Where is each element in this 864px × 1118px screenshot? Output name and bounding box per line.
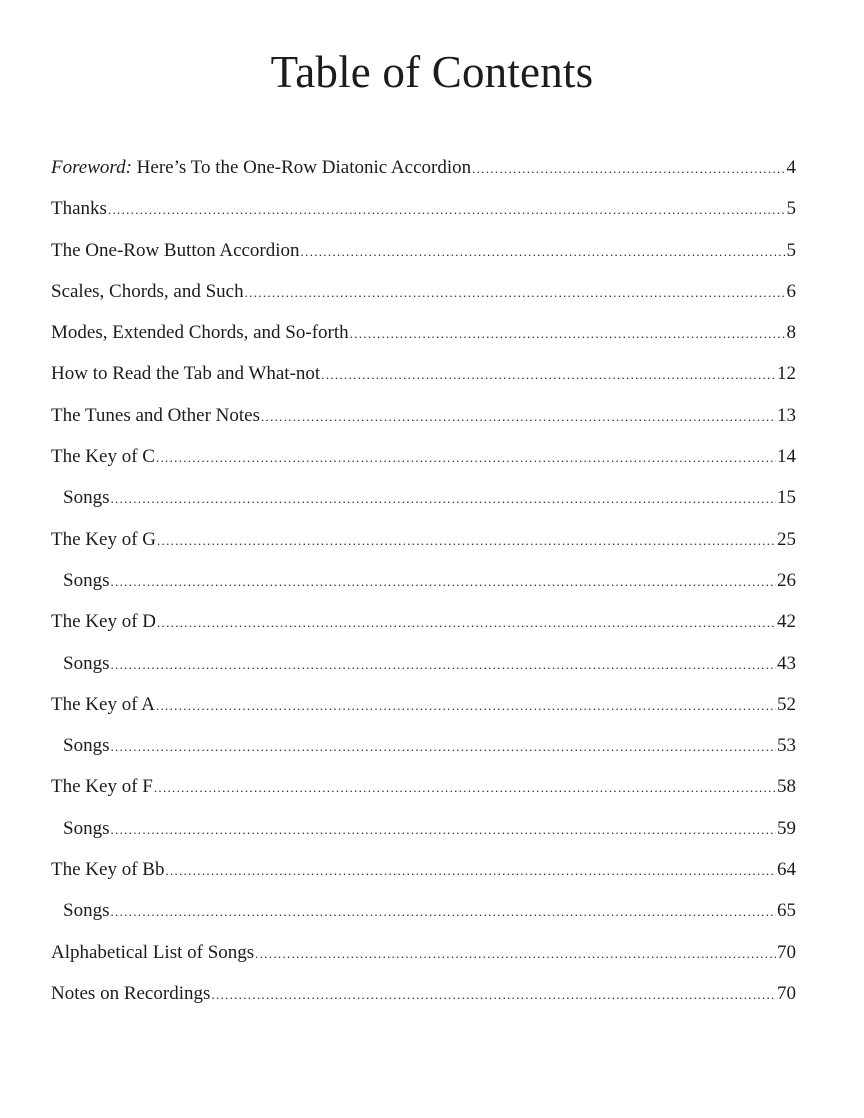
dot-leader [110, 730, 776, 764]
toc-entry-page-number: 65 [777, 900, 796, 922]
toc-entry[interactable] [51, 440, 796, 481]
toc-entry-label: Here’s To the One-Row Diatonic Accordion [131, 157, 472, 178]
dot-leader [165, 854, 776, 888]
toc-entry-page-number: 59 [777, 817, 796, 839]
toc-entry-label: Songs [63, 817, 110, 839]
toc-subentry[interactable] [51, 729, 796, 770]
toc-entry-label: Songs [63, 487, 110, 509]
toc-entry[interactable] [51, 399, 796, 440]
toc-entry-page-number: 42 [777, 611, 796, 633]
toc-entry[interactable] [51, 192, 796, 233]
toc-list [51, 151, 796, 1018]
dot-leader [211, 978, 776, 1012]
toc-entry-page-number: 64 [777, 859, 796, 881]
toc-entry-page-number: 70 [777, 941, 796, 963]
dot-leader [110, 895, 776, 929]
toc-entry-label: Songs [63, 569, 110, 591]
toc-entry-page-number: 52 [777, 693, 796, 715]
toc-entry-page-number: 12 [777, 363, 796, 385]
toc-entry-page-number: 70 [777, 982, 796, 1004]
toc-entry-label: Songs [63, 652, 110, 674]
dot-leader [157, 606, 776, 640]
toc-entry-label: The Key of Bb [51, 859, 165, 881]
toc-entry-page-number: 5 [786, 198, 796, 220]
toc-entry-label: The Key of D [51, 611, 156, 633]
toc-subentry[interactable] [51, 481, 796, 522]
toc-entry[interactable] [51, 936, 796, 977]
toc-entry-label: The Key of G [51, 528, 156, 550]
toc-entry[interactable] [51, 688, 796, 729]
toc-entry[interactable] [51, 977, 796, 1018]
toc-entry-text [51, 151, 471, 185]
dot-leader [472, 152, 785, 186]
toc-entry-page-number: 6 [786, 280, 796, 302]
toc-entry[interactable] [51, 275, 796, 316]
toc-entry-label: Thanks [51, 198, 107, 220]
toc-entry[interactable] [51, 523, 796, 564]
toc-entry[interactable] [51, 770, 796, 811]
toc-entry-label: The Key of C [51, 446, 155, 468]
dot-leader [156, 441, 776, 475]
toc-entry-label: Alphabetical List of Songs [51, 941, 255, 963]
dot-leader [156, 689, 776, 723]
toc-entry-label: The Key of A [51, 693, 155, 715]
toc-entry-label: Songs [63, 900, 110, 922]
toc-entry-label: The One-Row Button Accordion [51, 239, 300, 261]
page-title: Table of Contents [270, 47, 594, 97]
dot-leader [350, 317, 786, 351]
dot-leader [108, 193, 786, 227]
toc-entry-page-number: 5 [786, 239, 796, 261]
toc-entry-page-number: 15 [777, 487, 796, 509]
dot-leader [157, 524, 776, 558]
toc-entry-page-number: 14 [777, 446, 796, 468]
toc-subentry[interactable] [51, 564, 796, 605]
toc-entry-page-number: 43 [777, 652, 796, 674]
dot-leader [301, 235, 786, 269]
toc-subentry[interactable] [51, 647, 796, 688]
toc-entry-page-number: 53 [777, 735, 796, 757]
dot-leader [154, 771, 776, 805]
toc-entry-page-number: 13 [777, 404, 796, 426]
dot-leader [110, 482, 776, 516]
toc-entry-label: Modes, Extended Chords, and So-forth [51, 322, 349, 344]
toc-entry-label: Scales, Chords, and Such [51, 280, 244, 302]
dot-leader [255, 937, 776, 971]
toc-entry-page-number: 26 [777, 569, 796, 591]
toc-entry-label: The Tunes and Other Notes [51, 404, 260, 426]
toc-entry[interactable] [51, 605, 796, 646]
toc-entry-page-number: 25 [777, 528, 796, 550]
toc-entry[interactable] [51, 316, 796, 357]
dot-leader [110, 565, 776, 599]
toc-entry-label: Songs [63, 735, 110, 757]
toc-entry[interactable] [51, 357, 796, 398]
toc-entry-label: The Key of F [51, 776, 153, 798]
dot-leader [321, 358, 776, 392]
toc-entry-page-number: 8 [786, 322, 796, 344]
dot-leader [110, 813, 776, 847]
toc-subentry[interactable] [51, 812, 796, 853]
toc-subentry[interactable] [51, 894, 796, 935]
toc-entry[interactable] [51, 151, 796, 192]
toc-entry[interactable] [51, 853, 796, 894]
toc-entry-page-number: 4 [786, 157, 796, 178]
toc-entry-label: Notes on Recordings [51, 982, 211, 1004]
toc-entry-label: How to Read the Tab and What-not [51, 363, 321, 385]
dot-leader [245, 276, 786, 310]
toc-entry-page-number: 58 [777, 776, 796, 798]
toc-entry-prefix: Foreword: [51, 157, 132, 178]
toc-entry[interactable] [51, 234, 796, 275]
dot-leader [110, 648, 776, 682]
dot-leader [261, 400, 776, 434]
